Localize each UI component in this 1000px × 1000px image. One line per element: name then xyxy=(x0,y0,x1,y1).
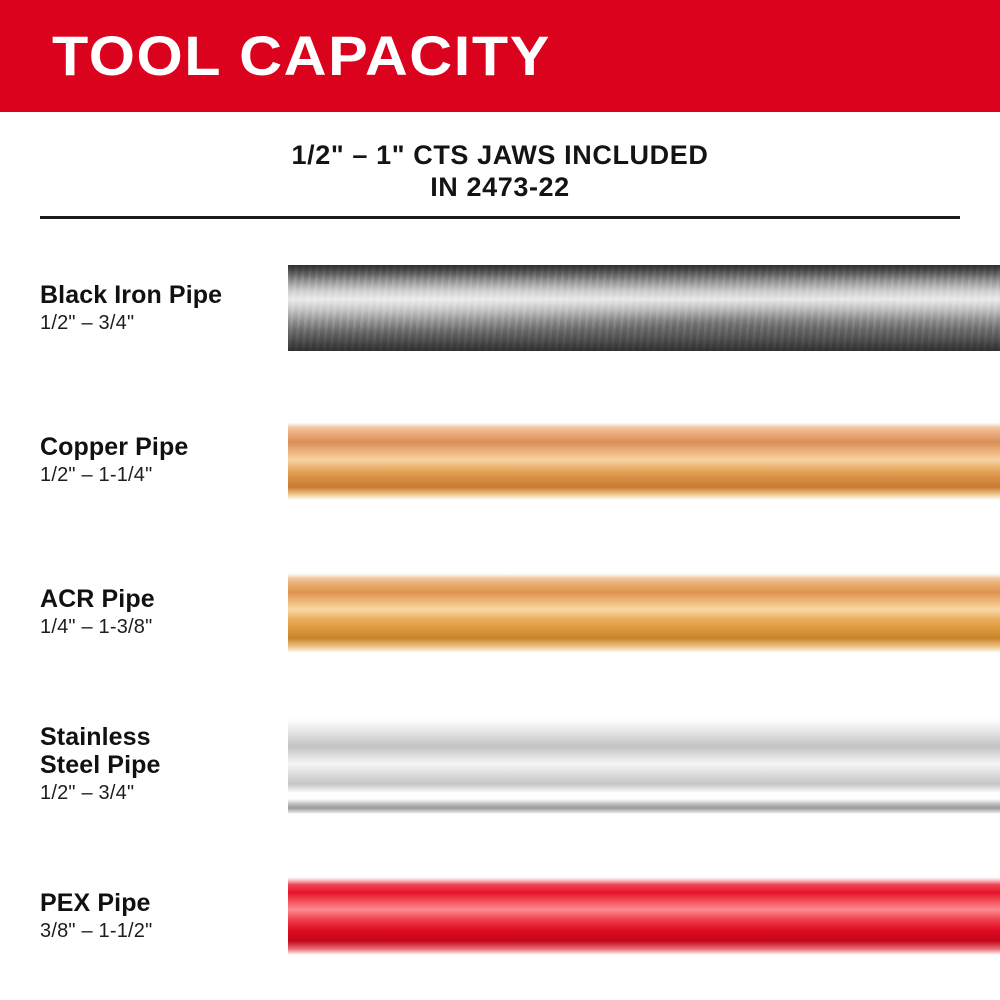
row-name: ACR Pipe xyxy=(40,585,155,613)
row-labels xyxy=(40,384,280,536)
row-name: Black Iron Pipe xyxy=(40,281,223,309)
capacity-row-acr-pipe xyxy=(0,536,1000,688)
pipe-graphic-wrap xyxy=(288,840,1000,992)
pipe-graphic-wrap xyxy=(288,384,1000,536)
capacity-list xyxy=(0,232,1000,992)
page-title: TOOL CAPACITY xyxy=(52,24,551,87)
subtitle-line-2: IN 2473-22 xyxy=(430,171,570,202)
row-size: 1/4" – 1-3/8" xyxy=(40,616,153,638)
row-name: PEX Pipe xyxy=(40,889,151,917)
capacity-row-copper-pipe xyxy=(0,384,1000,536)
acr-pipe-image xyxy=(288,571,1000,653)
header-divider xyxy=(40,216,960,219)
header-banner xyxy=(0,0,1000,112)
subtitle-block xyxy=(0,140,1000,204)
row-size: 3/8" – 1-1/2" xyxy=(40,920,153,942)
row-labels xyxy=(40,536,280,688)
pipe-graphic-wrap xyxy=(288,536,1000,688)
row-name-line-2: Steel Pipe xyxy=(40,751,161,779)
row-name-line-1: Stainless xyxy=(40,723,151,751)
stainless-steel-pipe-image xyxy=(288,714,1000,814)
row-size: 1/2" – 1-1/4" xyxy=(40,464,153,486)
subtitle-line-1: 1/2" – 1" CTS JAWS INCLUDED xyxy=(291,140,709,170)
row-name: Copper Pipe xyxy=(40,433,189,461)
row-size: 1/2" – 3/4" xyxy=(40,782,135,804)
pipe-graphic-wrap xyxy=(288,688,1000,840)
row-size: 1/2" – 3/4" xyxy=(40,312,135,334)
copper-pipe-image xyxy=(288,420,1000,500)
capacity-row-pex-pipe xyxy=(0,840,1000,992)
capacity-row-stainless-steel-pipe xyxy=(0,688,1000,840)
row-labels xyxy=(40,232,280,384)
black-iron-pipe-image xyxy=(288,265,1000,351)
row-labels xyxy=(40,840,280,992)
pex-pipe-image xyxy=(288,877,1000,955)
row-labels xyxy=(40,688,280,840)
capacity-row-black-iron-pipe xyxy=(0,232,1000,384)
pipe-graphic-wrap xyxy=(288,232,1000,384)
